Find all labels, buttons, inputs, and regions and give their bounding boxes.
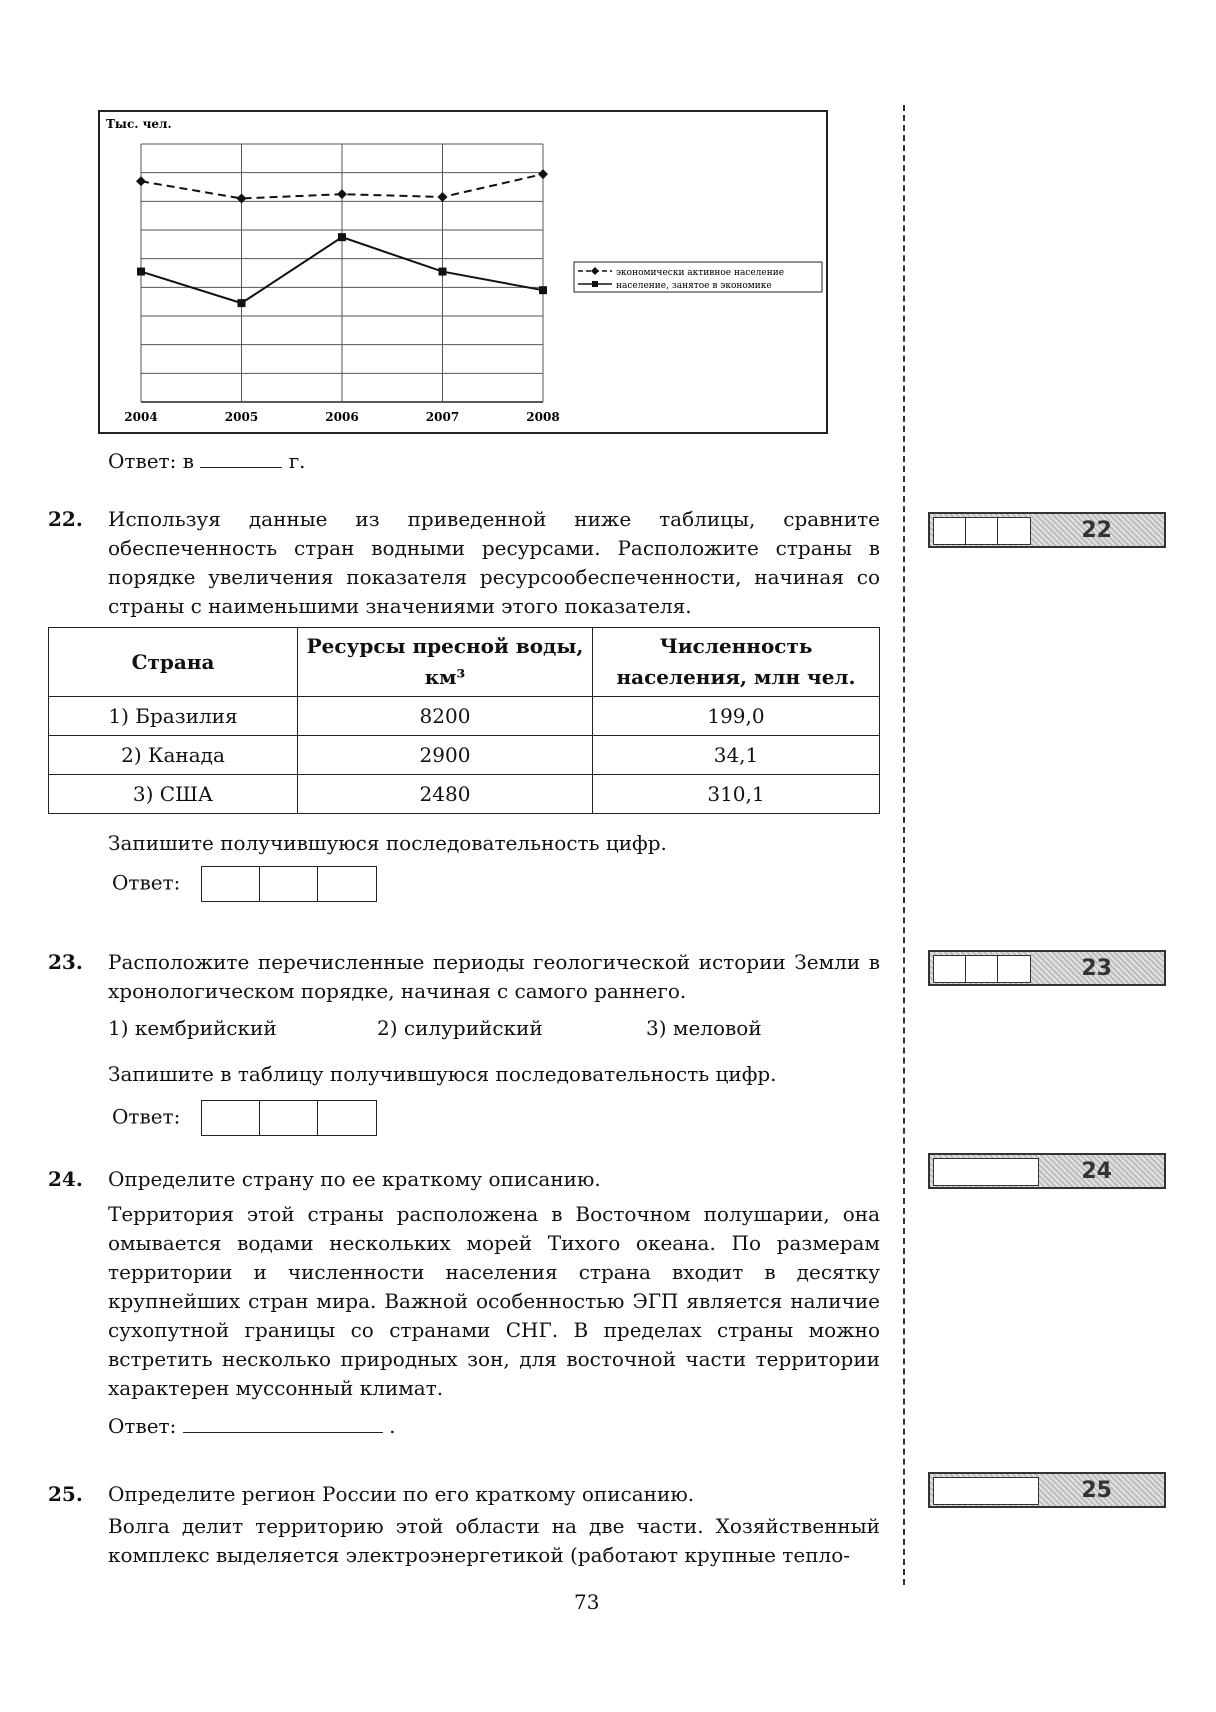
legend-entry: население, занятое в экономике xyxy=(616,281,772,291)
x-tick-label: 2004 xyxy=(124,410,158,424)
table-cell: 3) США xyxy=(49,775,298,814)
margin-box-cells[interactable] xyxy=(933,955,1031,983)
table-row xyxy=(49,775,880,814)
q23-option: 1) кембрийский xyxy=(108,1016,277,1040)
q22-instruction: Запишите получившуюся последовательность цифр. xyxy=(108,831,667,855)
q22-answer-label: Ответ: xyxy=(112,870,181,895)
line-chart xyxy=(100,112,826,432)
q24-answer-label: Ответ: xyxy=(108,1414,177,1438)
margin-box-number: 22 xyxy=(1081,518,1112,543)
q23-option: 2) силурийский xyxy=(377,1016,543,1040)
q23-instruction: Запишите в таблицу получившуюся последовательность цифр. xyxy=(108,1062,777,1086)
q25-number: 25. xyxy=(48,1482,83,1506)
q23-option: 3) меловой xyxy=(646,1016,762,1040)
q21-answer-line[interactable] xyxy=(200,447,282,468)
q24-answer xyxy=(108,1412,395,1441)
data-point xyxy=(439,268,447,276)
answer-cell[interactable] xyxy=(260,867,318,901)
data-point xyxy=(238,299,246,307)
table-header-row xyxy=(49,628,880,697)
chart-frame xyxy=(98,110,828,434)
answer-cell[interactable] xyxy=(202,1101,260,1135)
table-cell: 1) Бразилия xyxy=(49,697,298,736)
table-cell: 2900 xyxy=(298,736,593,775)
q23-answer-box[interactable] xyxy=(201,1100,377,1136)
margin-box-cells[interactable] xyxy=(933,1477,1039,1505)
q23-number: 23. xyxy=(48,950,83,974)
q21-answer xyxy=(108,447,306,476)
q24-text: Определите страну по ее краткому описанию. xyxy=(108,1167,601,1191)
margin-box-number: 25 xyxy=(1081,1478,1112,1503)
q24-answer-end: . xyxy=(389,1414,396,1438)
q22-number: 22. xyxy=(48,507,83,531)
q23-text: Расположите перечисленные периоды геологической истории Земли в хронологическом порядке, начиная с самого раннего. xyxy=(108,950,880,1003)
table-row xyxy=(49,736,880,775)
x-tick-label: 2008 xyxy=(526,410,560,424)
x-tick-label: 2006 xyxy=(325,410,359,424)
q25-text: Определите регион России по его краткому описанию. xyxy=(108,1482,695,1506)
margin-box-24[interactable] xyxy=(928,1153,1166,1189)
q24-number: 24. xyxy=(48,1167,83,1191)
y-axis-label: Тыс. чел. xyxy=(106,117,172,131)
data-point xyxy=(338,233,346,241)
table-cell: 2) Канада xyxy=(49,736,298,775)
answer-cell[interactable] xyxy=(318,867,376,901)
data-point xyxy=(337,189,347,199)
margin-box-23[interactable] xyxy=(928,950,1166,986)
table-cell: 8200 xyxy=(298,697,593,736)
q23-answer xyxy=(112,1100,377,1136)
q24-body: Территория этой страны расположена в Восточном полушарии, она омывается водами нескольких морей Тихого океана. По размерам территории и численности населения страна входит в десятку крупнейших стран мира. Важной особенностью ЭГП является наличие сухопутной границы со странами СНГ. В пределах страны можно встретить несколько природных зон, для восточной части территории характерен муссонный климат. xyxy=(108,1202,880,1400)
table-cell: 2480 xyxy=(298,775,593,814)
table-header-cell: Страна xyxy=(49,628,298,697)
water-resources-table xyxy=(48,627,880,814)
table-cell: 310,1 xyxy=(593,775,880,814)
cut-line xyxy=(903,105,905,1585)
data-point xyxy=(539,286,547,294)
q22-answer xyxy=(112,866,377,902)
legend-entry: экономически активное население xyxy=(616,268,785,278)
answer-cell[interactable] xyxy=(202,867,260,901)
margin-box-25[interactable] xyxy=(928,1472,1166,1508)
margin-box-22[interactable] xyxy=(928,512,1166,548)
legend-marker xyxy=(592,281,598,287)
table-header-cell: Численность населения, млн чел. xyxy=(593,628,880,697)
table-cell: 34,1 xyxy=(593,736,880,775)
data-point xyxy=(136,176,146,186)
q23-answer-label: Ответ: xyxy=(112,1104,181,1129)
table-header-cell: Ресурсы пресной воды, км³ xyxy=(298,628,593,697)
x-tick-label: 2007 xyxy=(425,410,460,424)
q22-text: Используя данные из приведенной ниже таблицы, сравните обеспеченность стран водными ресурсами. Расположите страны в порядке увеличения показателя ресурсообеспеченности, начиная со страны с наименьшими значениями этого показателя. xyxy=(108,507,880,618)
page-number: 73 xyxy=(574,1590,600,1614)
margin-box-cells[interactable] xyxy=(933,1158,1039,1186)
margin-box-number: 23 xyxy=(1081,956,1112,981)
q22-answer-box[interactable] xyxy=(201,866,377,902)
data-point xyxy=(538,169,548,179)
margin-box-cells[interactable] xyxy=(933,517,1031,545)
answer-cell[interactable] xyxy=(318,1101,376,1135)
table-row xyxy=(49,697,880,736)
data-point xyxy=(438,192,448,202)
x-tick-label: 2005 xyxy=(224,410,259,424)
margin-box-number: 24 xyxy=(1081,1159,1112,1184)
data-point xyxy=(237,193,247,203)
q21-answer-prefix: Ответ: в xyxy=(108,449,194,473)
q25-body: Волга делит территорию этой области на две части. Хозяйственный комплекс выделяется электроэнергетикой (работают крупные тепло- xyxy=(108,1514,880,1567)
q21-answer-suffix: г. xyxy=(288,449,306,473)
answer-cell[interactable] xyxy=(260,1101,318,1135)
table-cell: 199,0 xyxy=(593,697,880,736)
q24-answer-line[interactable] xyxy=(183,1412,383,1433)
data-point xyxy=(137,268,145,276)
